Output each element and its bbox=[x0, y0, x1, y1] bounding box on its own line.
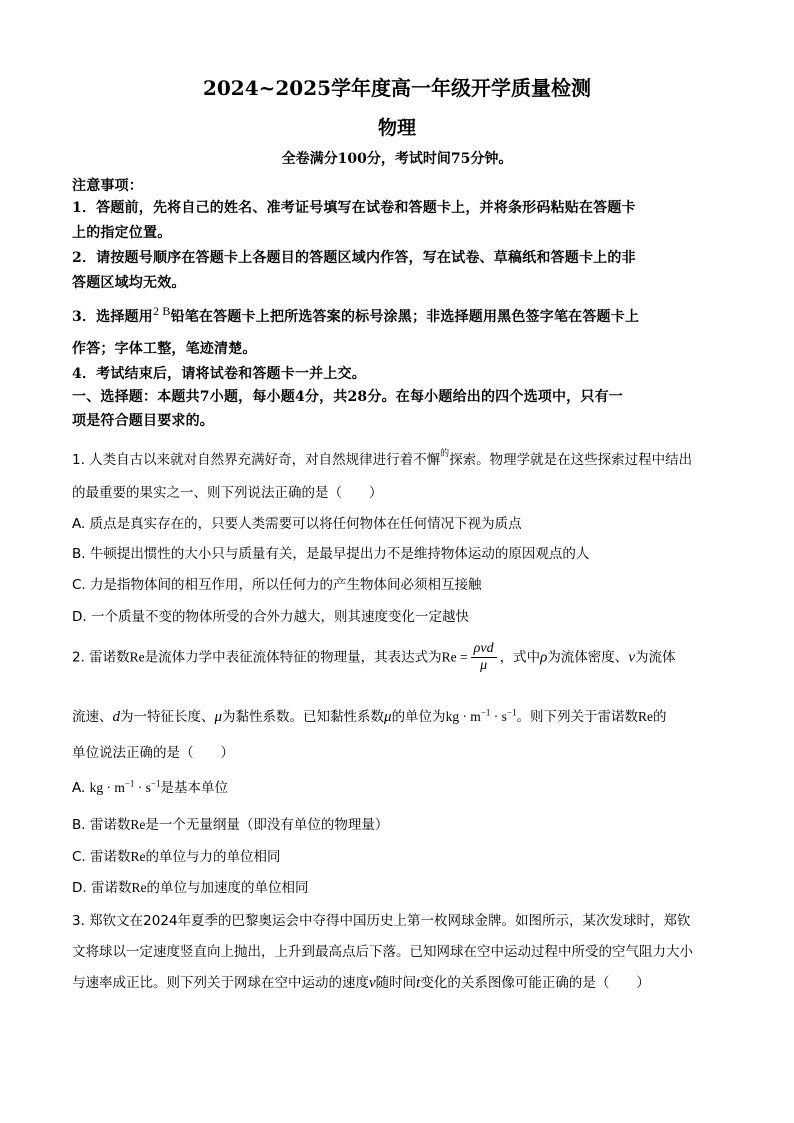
q2-stem-line-1 bbox=[72, 641, 675, 674]
q1-stem-line-2: 的最重要的果实之一、则下列说法正确的是（ ） bbox=[72, 485, 383, 501]
q1-stem-de: 的 bbox=[440, 449, 450, 459]
d-symbol: d bbox=[112, 709, 120, 725]
q3-t-symbol: t bbox=[416, 975, 421, 991]
q3-post: 变化的关系图像可能正确的是（ ） bbox=[420, 975, 650, 991]
q2-stem-line-3: 单位说法正确的是（ ） bbox=[72, 745, 234, 761]
q2-b-mid-1: 为一特征长度、 bbox=[120, 709, 215, 725]
q2-option-d bbox=[72, 876, 308, 896]
q1-option-b: B. 牛顿提出惯性的大小只与质量有关，是最早提出力不是维持物体运动的原因观点的人 bbox=[72, 546, 590, 562]
formula-lhs: Re = bbox=[441, 649, 468, 665]
fraction-numerator: ρvd bbox=[471, 641, 497, 658]
notice-item-1b: 上的指定位置。 bbox=[72, 225, 172, 241]
notice-heading: 注意事项： bbox=[72, 178, 143, 194]
q1-stem-post: 探索。物理学就是在这些探索过程中结出 bbox=[449, 452, 693, 468]
notice-item-3-post: 铅笔在答题卡上把所选答案的标号涂黑；非选择题用黑色签字笔在答题卡上 bbox=[170, 309, 640, 325]
exam-title: 2024~2025学年度高一年级开学质量检测 bbox=[202, 76, 592, 100]
viscosity-unit-a bbox=[90, 780, 161, 795]
q2-b-mid-2: 为黏性系数。已知黏性系数 bbox=[222, 709, 385, 725]
q2-option-b bbox=[72, 813, 388, 833]
q1-stem-pre: 1. 人类自古以来就对自然界充满好奇，对自然规律进行着不懈 bbox=[72, 452, 441, 468]
q2-a-pre: A. bbox=[72, 780, 90, 796]
notice-item-3-pre: 3．选择题用 bbox=[72, 309, 153, 325]
viscosity-unit bbox=[446, 709, 517, 724]
q1-option-d: D. 一个质量不变的物体所受的合外力越大，则其速度变化一定越快 bbox=[72, 609, 469, 625]
mu-symbol: μ bbox=[214, 709, 223, 725]
q2-stem-line-2 bbox=[72, 705, 666, 726]
q1-stem-line-1 bbox=[72, 448, 692, 468]
q2-c-pre: C. 雷诺数 bbox=[72, 849, 131, 865]
re-symbol-2: Re bbox=[637, 709, 653, 724]
unit-s: · s bbox=[490, 709, 507, 724]
q1-option-a: A. 质点是真实存在的，只要人类需要可以将任何物体在任何情况下视为质点 bbox=[72, 516, 522, 532]
q3-pre: 与速率成正比。则下列关于网球在空中运动的速度 bbox=[72, 975, 369, 991]
q2-b-opt-post: 是一个无量纲量（即没有单位的物理量） bbox=[145, 817, 389, 833]
re-symbol-b: Re bbox=[130, 817, 146, 832]
unit-s-a: · s bbox=[134, 780, 151, 795]
q1-option-c: C. 力是指物体间的相互作用，所以任何力的产生物体间必须相互接触 bbox=[72, 577, 482, 593]
q2-b-mid-3: 的单位为 bbox=[391, 709, 446, 725]
notice-item-2b: 答题区域均无效。 bbox=[72, 275, 186, 291]
q2-b-opt-pre: B. 雷诺数 bbox=[72, 817, 131, 833]
v-symbol: v bbox=[628, 649, 635, 666]
q3-line-1: 3. 郑钦文在2024年夏季的巴黎奥运会中夺得中国历史上第一枚网球金牌。如图所示，某次发球时，郑钦 bbox=[72, 913, 691, 929]
unit-exp-1-a: −1 bbox=[124, 778, 135, 789]
q3-line-3 bbox=[72, 971, 650, 992]
notice-item-2a: 2．请按题号顺序在答题卡上各题目的答题区域内作答，写在试卷、草稿纸和答题卡上的非 bbox=[72, 250, 636, 266]
unit-exp-2: −1 bbox=[506, 707, 517, 718]
section-1-line-1: 一、选择题：本题共7小题，每小题4分，共28分。在每小题给出的四个选项中，只有一 bbox=[72, 389, 623, 405]
q2-option-c bbox=[72, 845, 281, 865]
exam-info: 全卷满分100分，考试时间75分钟。 bbox=[281, 151, 513, 167]
q2-b-end: 的 bbox=[652, 709, 667, 725]
notice-item-1a: 1．答题前，先将自己的姓名、准考证号填写在试卷和答题卡上，并将条形码粘贴在答题卡 bbox=[72, 200, 636, 216]
q2-b-post: 。则下列关于雷诺数 bbox=[516, 709, 638, 725]
q2-stem-post-1: ，式中 bbox=[499, 649, 541, 666]
q2-a-post: 是基本单位 bbox=[160, 780, 228, 796]
q3-mid: 随时间 bbox=[375, 975, 417, 991]
re-symbol-c: Re bbox=[130, 849, 146, 864]
re-symbol-d: Re bbox=[131, 880, 147, 895]
unit-exp-2-a: −1 bbox=[150, 778, 161, 789]
q3-line-2: 文将球以一定速度竖直向上抛出，上升到最高点后下落。已知网球在空中运动过程中所受的空气阻力大小 bbox=[72, 944, 693, 960]
rho-symbol: ρ bbox=[540, 649, 548, 666]
notice-item-3a bbox=[72, 306, 639, 326]
q2-d-post: 的单位与加速度的单位相同 bbox=[146, 880, 309, 896]
mu-symbol-2: μ bbox=[384, 709, 392, 725]
notice-item-4: 4．考试结束后，请将试卷和答题卡一并上交。 bbox=[72, 366, 366, 382]
fraction-denominator: μ bbox=[480, 658, 488, 673]
q2-d-pre: D. 雷诺数 bbox=[72, 880, 132, 896]
pencil-grade: 2 B bbox=[152, 304, 171, 318]
q2-stem-post-3: 为流体 bbox=[634, 649, 676, 666]
section-1-line-2: 项是符合题目要求的。 bbox=[72, 413, 214, 429]
q2-b-pre: 流速、 bbox=[72, 709, 113, 725]
unit-kg-m: kg · m bbox=[445, 709, 481, 724]
q2-stem-mid: 是流体力学中表征流体特征的物理量，其表达式为 bbox=[144, 649, 442, 666]
re-symbol: Re bbox=[129, 649, 145, 665]
subject-title: 物理 bbox=[377, 117, 416, 139]
q3-v-symbol: v bbox=[369, 975, 376, 991]
q2-option-a bbox=[72, 776, 228, 796]
unit-exp-1: −1 bbox=[480, 707, 491, 718]
unit-kg-m-a: kg · m bbox=[89, 780, 125, 795]
q2-c-post: 的单位与力的单位相同 bbox=[145, 849, 281, 865]
q2-stem-post-2: 为流体密度、 bbox=[547, 649, 629, 666]
q2-stem-pre: 2. 雷诺数 bbox=[72, 649, 130, 666]
notice-item-3b: 作答；字体工整，笔迹清楚。 bbox=[72, 341, 257, 357]
reynolds-fraction bbox=[471, 641, 497, 674]
